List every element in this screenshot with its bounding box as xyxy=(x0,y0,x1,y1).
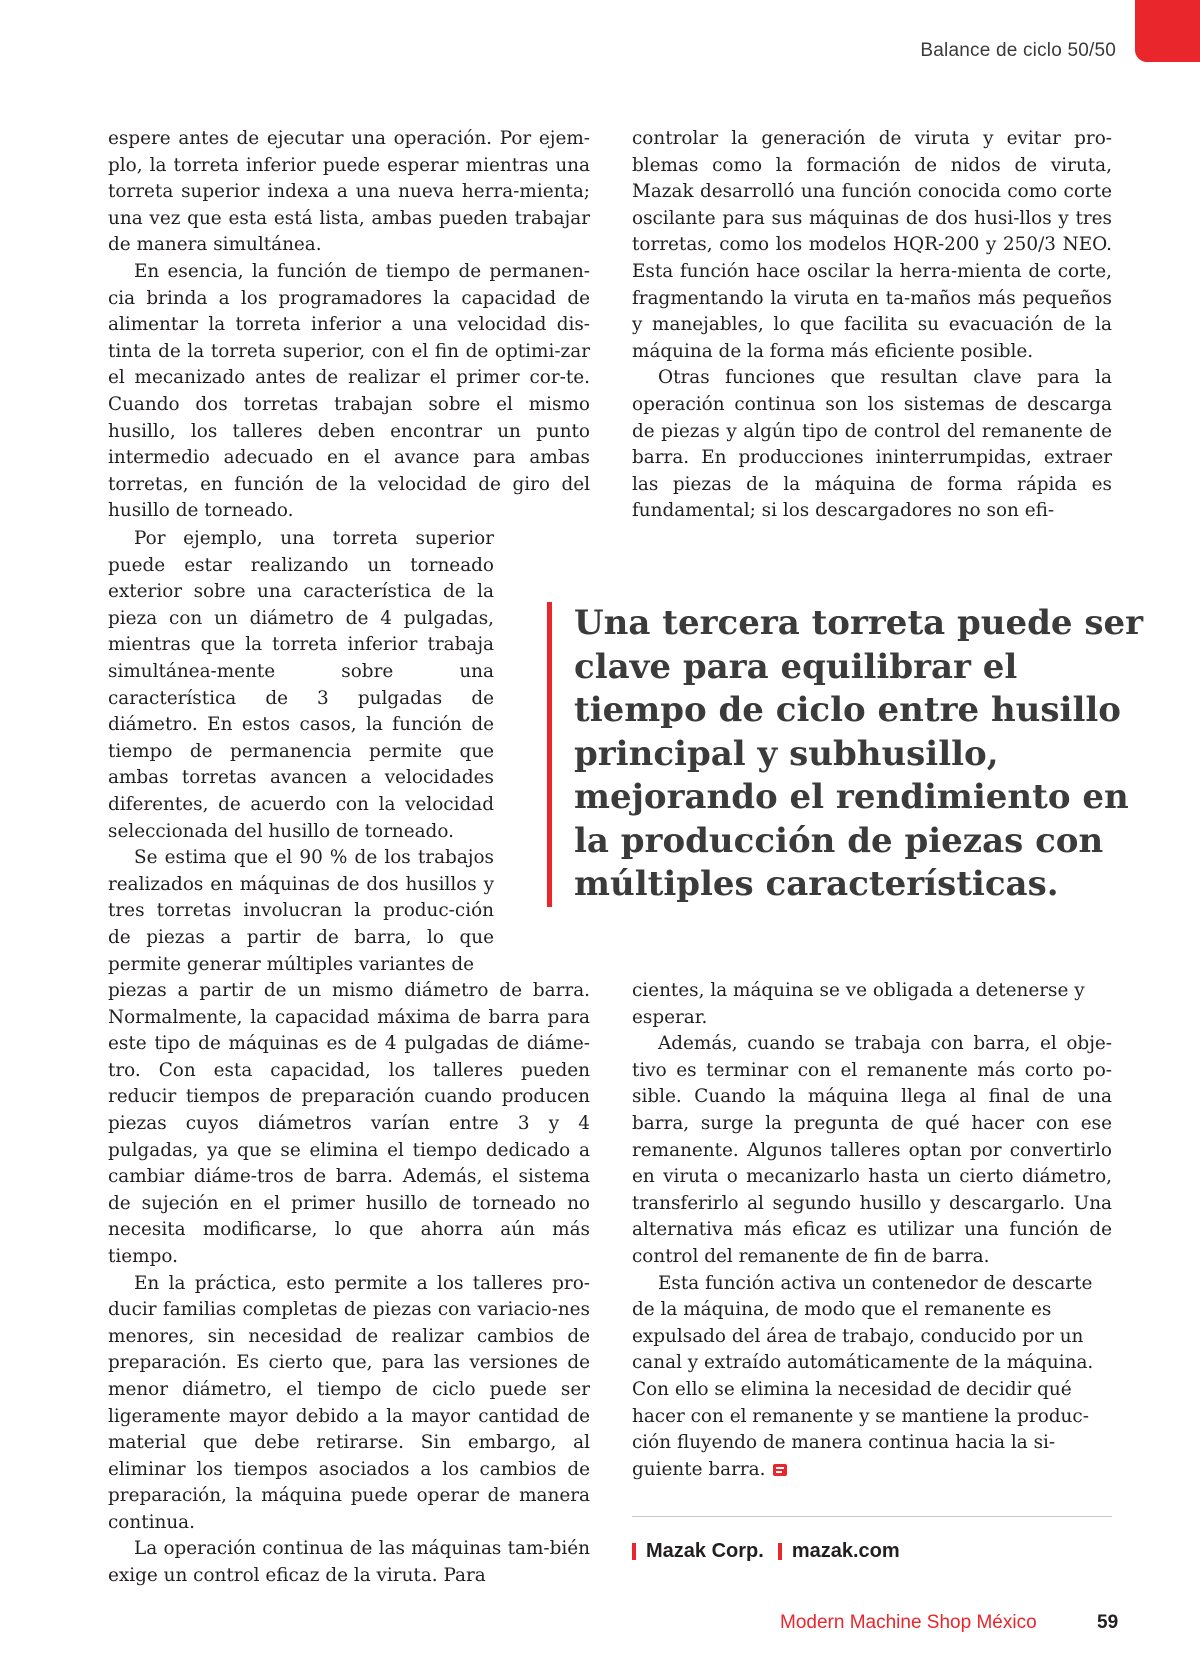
left-column-middle xyxy=(108,526,494,978)
paragraph: controlar la generación de viruta y evitar pro-blemas como la formación de nidos de viruta, Mazak desarrolló una función conocida como corte oscilante para sus máquinas de dos husi-llos y tres torretas, como los modelos HQR-200 y 250/3 NEO. Esta función hace oscilar la herra-mienta de corte, fragmentando la viruta en ta-maños más pequeños y manejables, lo que facilita su evacuación de la máquina de la forma más eficiente posible. xyxy=(632,128,1112,362)
paragraph: Por ejemplo, una torreta superior puede estar realizando un torneado exterior sobre una característica de la pieza con un diámetro de 4 pulgadas, mientras que la torreta inferior trabaja simultánea-mente sobre una característica de 3 pulgadas de diámetro. En estos casos, la función de tiempo de permanencia permite que ambas torretas avancen a velocidades diferentes, de acuerdo con la velocidad seleccionada del husillo de torneado. xyxy=(108,528,494,842)
page-number: 59 xyxy=(1097,1612,1119,1633)
credit-website[interactable]: mazak.com xyxy=(791,1540,900,1562)
paragraph-final xyxy=(632,1271,1112,1484)
paragraph: espere antes de ejecutar una operación. Por ejem-plo, la torreta inferior puede esperar mientras una torreta superior indexa a una nueva herra-mienta; una vez que esta está lista, ambas pueden trabajar de manera simultánea. xyxy=(108,128,590,256)
red-bar-icon xyxy=(778,1543,782,1560)
footer-magazine-title: Modern Machine Shop México xyxy=(780,1612,1037,1633)
paragraph: Se estima que el 90 % de los trabajos realizados en máquinas de dos husillos y tres torretas involucran la produc-ción de piezas a partir de barra, lo que permite generar múltiples variantes de xyxy=(108,847,494,975)
left-column-bottom xyxy=(108,978,590,1590)
divider xyxy=(632,1516,1112,1517)
paragraph-text: Esta función activa un contenedor de descarte de la máquina, de modo que el remanente es expulsado del área de trabajo, conducido por un canal y extraído automáticamente de la máquina. Con ello se elimina la necesidad de decidir qué hacer con el remanente y se mantiene la produc-ción fluyendo de manera continua hacia la si-guiente barra. xyxy=(632,1272,1094,1480)
paragraph: En la práctica, esto permite a los talleres pro-ducir familias completas de piezas con variacio-nes menores, sin necesidad de realizar cambios de preparación. Es cierto que, para las versiones de menor diámetro, el tiempo de ciclo puede ser ligeramente mayor debido a la mayor cantidad de material que debe retirarse. Sin embargo, al eliminar los tiempos asociados a los cambios de preparación, la máquina puede operar de manera continua. xyxy=(108,1272,590,1533)
source-credit xyxy=(632,1540,900,1563)
credit-company: Mazak Corp. xyxy=(646,1540,764,1562)
right-column-bottom xyxy=(632,978,1112,1483)
right-column-top xyxy=(632,126,1112,525)
paragraph: La operación continua de las máquinas tam-bién exige un control eficaz de la viruta. Para xyxy=(108,1538,590,1587)
paragraph: Otras funciones que resultan clave para la operación continua son los sistemas de descarga de piezas y algún tipo de control del remanente de barra. En producciones ininterrumpidas, extraer las piezas de la máquina de forma rápida es fundamental; si los descargadores no son efi- xyxy=(632,367,1112,522)
pull-quote: Una tercera torreta puede ser clave para equilibrar el tiempo de ciclo entre husillo principal y subhusillo, mejorando el rendimiento en la producción de piezas con múltiples características. xyxy=(547,602,1154,907)
red-bar-icon xyxy=(632,1543,636,1560)
paragraph: piezas a partir de un mismo diámetro de barra. Normalmente, la capacidad máxima de barra para este tipo de máquinas es de 4 pulgadas de diáme-tro. Con esta capacidad, los talleres pueden reducir tiempos de preparación cuando producen piezas cuyos diámetros varían entre 3 y 4 pulgadas, ya que se elimina el tiempo dedicado a cambiar diáme-tros de barra. Además, el sistema de sujeción en el primer husillo de torneado no necesita modificarse, lo que ahorra aún más tiempo. xyxy=(108,980,590,1267)
section-color-tab xyxy=(1135,0,1200,62)
running-head: Balance de ciclo 50/50 xyxy=(920,40,1116,61)
left-column-top xyxy=(108,126,590,525)
paragraph: Además, cuando se trabaja con barra, el obje-tivo es terminar con el remanente más corto po-sible. Cuando la máquina llega al final de una barra, surge la pregunta de qué hacer con ese remanente. Algunos talleres optan por convertirlo en viruta o mecanizarlo hasta un cierto diámetro, transferirlo al segundo husillo y descargarlo. Una alternativa más eficaz es utilizar una función de control del remanente de fin de barra. xyxy=(632,1033,1112,1267)
end-of-article-icon xyxy=(773,1464,787,1476)
paragraph: En esencia, la función de tiempo de permanen-cia brinda a los programadores la capacidad de alimentar la torreta inferior a una velocidad dis-tinta de la torreta superior, con el fin de optimi-zar el mecanizado antes de realizar el primer cor-te. Cuando dos torretas trabajan sobre el mismo husillo, los talleres deben encontrar un punto intermedio adecuado en el avance para ambas torretas, en función de la velocidad de giro del husillo de torneado. xyxy=(108,260,590,522)
paragraph: cientes, la máquina se ve obligada a detenerse y esperar. xyxy=(632,980,1085,1028)
